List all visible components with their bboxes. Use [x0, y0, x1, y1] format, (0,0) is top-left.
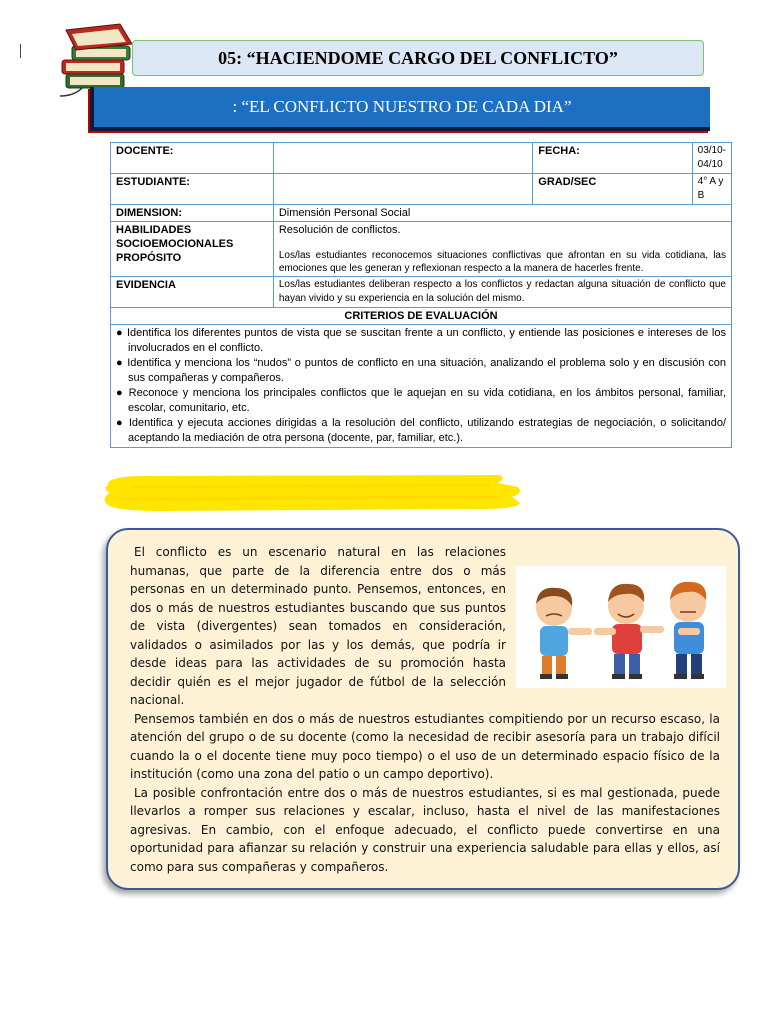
kid-right-figure: [670, 582, 706, 679]
table-row: [111, 325, 732, 448]
fecha-value: 03/10-04/10: [692, 143, 731, 174]
table-row: [111, 143, 732, 174]
fecha-label: FECHA:: [533, 143, 692, 174]
docente-label: DOCENTE:: [111, 143, 274, 174]
kid-middle-figure: [594, 584, 664, 679]
story-paragraph-1: El conflicto es un escenario natural en las relaciones humanas, que parte de la diferencia entre dos o más personas en un determinado punto. Pensemos, entonces, en dos o más de nuestros estudiantes buscando que sus puntos de vista (divergentes) sean tomados en consideración, validados o asimilados por las y los demás, que podría ir desde ideas para las actividades de su promoción hasta decidir quién es el mejor jugador de fútbol de la selección nacional.: [130, 545, 506, 707]
table-row: [111, 308, 732, 325]
habilidades-proposito-labels: [111, 222, 274, 277]
gradsec-value: 4° A y B: [692, 174, 731, 205]
list-item: ● Identifica los diferentes puntos de vista que se suscitan frente a un conflicto, y entiende las posiciones e intereses de los involucrados en el conflicto.: [116, 327, 726, 354]
info-table: [110, 142, 732, 448]
docente-field[interactable]: [273, 143, 532, 174]
dimension-value: Dimensión Personal Social: [273, 205, 731, 222]
habilidades-value: Resolución de conflictos.: [278, 224, 401, 236]
page-title: 05: “HACIENDOME CARGO DEL CONFLICTO”: [132, 40, 704, 76]
children-conflict-illustration: [516, 566, 726, 688]
habilidades-proposito-values: [273, 222, 731, 277]
proposito-value: Los/las estudiantes reconocemos situaciones conflictivas que afrontan en su vida cotidiana, las emociones que les generan y reflexionan respecto a la manera de hacerles frente.: [278, 250, 726, 274]
estudiante-field[interactable]: [273, 174, 532, 205]
table-row: [111, 222, 732, 277]
story-paragraph-2: Pensemos también en dos o más de nuestros estudiantes compitiendo por un recurso escaso, la atención del grupo o de su docente (como la necesidad de recibir asesoría para un trabajo difícil cuando la o el docente tiene muy poco tiempo) o el uso de un determinado espacio físico de la institución (como una zona del patio o un campo deportivo).: [130, 711, 720, 781]
estudiante-label: ESTUDIANTE:: [111, 174, 274, 205]
kid-left-figure: [536, 588, 592, 679]
story-paragraph-3: La posible confrontación entre dos o más de nuestros estudiantes, si es mal gestionada, puede llevarlos a romper sus relaciones y escalar, incluso, hasta el nivel de las manifestaciones agresivas. En cambio, con el enfoque adecuado, el conflicto puede convertirse en una oportunidad para afianzar su relación y construir una experiencia saludable para ellas y ellos, así como para sus compañeras y compañeros.: [130, 785, 720, 874]
table-row: [111, 205, 732, 222]
gradsec-label: GRAD/SEC: [533, 174, 692, 205]
habilidades-label: HABILIDADES SOCIOEMOCIONALES: [116, 224, 234, 250]
criterios-header: CRITERIOS DE EVALUACIÓN: [111, 308, 732, 325]
evidencia-value: Los/las estudiantes deliberan respecto a los conflictos y redactan alguna situación de conflicto que hayan vivido y su experiencia en la solución del mismo.: [273, 277, 731, 308]
table-row: [111, 277, 732, 308]
table-row: [111, 174, 732, 205]
list-item: ● Reconoce y menciona los principales conflictos que le aquejan en su vida cotidiana, en los ámbitos personal, familiar, escolar, comunitario, etc.: [116, 387, 726, 414]
criterios-list: [111, 325, 732, 448]
text-cursor-mark: [20, 44, 21, 58]
list-item: ● Identifica y menciona los “nudos” o puntos de conflicto en una situación, analizando el problema solo y en discusión con sus compañeras y compañeros.: [116, 357, 726, 384]
list-item: ● Identifica y ejecuta acciones dirigidas a la resolución del conflicto, utilizando estrategias de negociación, o solicitando/ aceptando la mediación de otra persona (docente, par, familiar, etc.).: [116, 417, 726, 444]
dimension-label: DIMENSION:: [111, 205, 274, 222]
page-subtitle: : “EL CONFLICTO NUESTRO DE CADA DIA”: [90, 87, 710, 131]
proposito-label: PROPÓSITO: [116, 252, 182, 264]
yellow-brush-highlight: [100, 473, 524, 513]
evidencia-label: EVIDENCIA: [111, 277, 274, 308]
